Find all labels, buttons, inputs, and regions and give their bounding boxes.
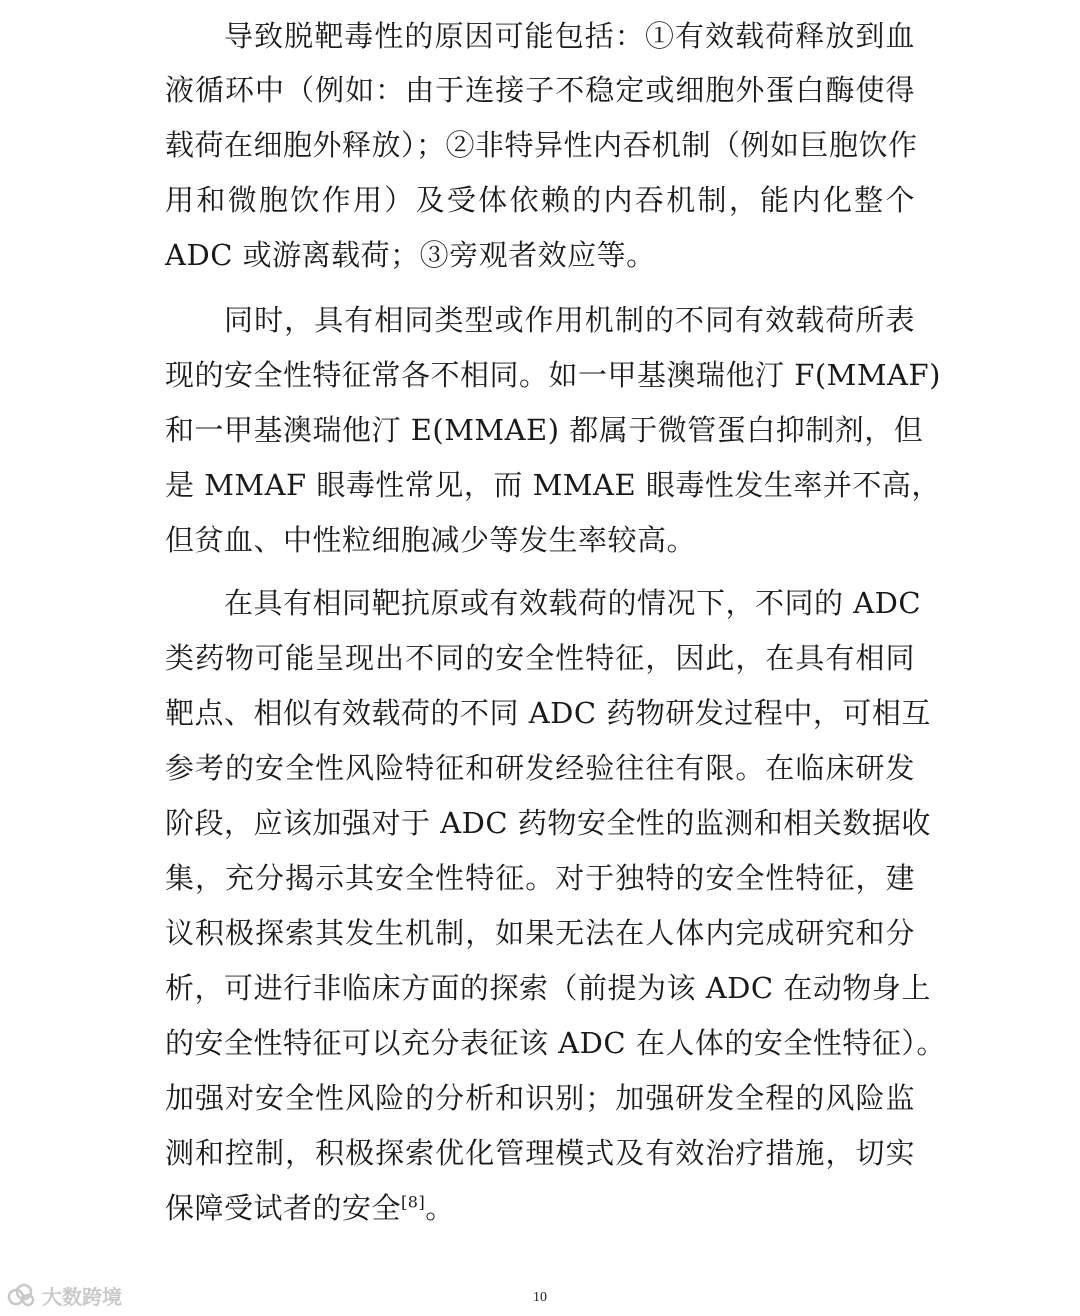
paragraph-1-line-2: 液循环中（例如：由于连接子不稳定或细胞外蛋白酶使得 — [165, 73, 915, 107]
paragraph-3-line-8: 析，可进行非临床方面的探索（前提为该 ADC 在动物身上 — [165, 971, 931, 1005]
paragraph-3-line-5: 阶段，应该加强对于 ADC 药物安全性的监测和相关数据收 — [165, 806, 931, 840]
paragraph-3-line-12-text: 保障受试者的安全 — [165, 1191, 402, 1225]
paragraph-1-line-3: 载荷在细胞外释放）；②非特异性内吞机制（例如巨胞饮作 — [165, 128, 918, 162]
paragraph-3-line-10: 加强对安全性风险的分析和识别；加强研发全程的风险监 — [165, 1081, 915, 1115]
paragraph-2-line-4: 是 MMAF 眼毒性常见，而 MMAE 眼毒性发生率并不高， — [165, 468, 941, 502]
paragraph-1-line-1: 导致脱靶毒性的原因可能包括：①有效载荷释放到血 — [224, 19, 915, 53]
paragraph-3-line-2: 类药物可能呈现出不同的安全性特征，因此，在具有相同 — [165, 641, 915, 675]
end-punctuation: 。 — [425, 1191, 455, 1225]
citation-reference: [8] — [401, 1192, 426, 1212]
paragraph-2-line-3: 和一甲基澳瑞他汀 E(MMAE) 都属于微管蛋白抑制剂，但 — [165, 413, 924, 447]
paragraph-3-line-4: 参考的安全性风险特征和研发经验往往有限。在临床研发 — [165, 751, 915, 785]
watermark-text: 大数跨境 — [42, 1284, 122, 1309]
paragraph-2-line-2: 现的安全性特征常各不相同。如一甲基澳瑞他汀 F(MMAF) — [165, 358, 941, 392]
paragraph-3-line-6: 集，充分揭示其安全性特征。对于独特的安全性特征，建 — [165, 861, 915, 895]
paragraph-2-line-1: 同时，具有相同类型或作用机制的不同有效载荷所表 — [224, 303, 915, 337]
paragraph-3-line-12 — [165, 1183, 915, 1233]
paragraph-3-line-11: 测和控制，积极探索优化管理模式及有效治疗措施，切实 — [165, 1136, 915, 1170]
paragraph-2-line-5: 但贫血、中性粒细胞减少等发生率较高。 — [165, 523, 697, 557]
paragraph-3-line-7: 议积极探索其发生机制，如果无法在人体内完成研究和分 — [165, 916, 915, 950]
paragraph-3-line-9: 的安全性特征可以充分表征该 ADC 在人体的安全性特征）。 — [165, 1026, 946, 1060]
paragraph-3-line-3: 靶点、相似有效载荷的不同 ADC 药物研发过程中，可相互 — [165, 696, 931, 730]
paragraph-1-line-4: 用和微胞饮作用）及受体依赖的内吞机制，能内化整个 — [165, 183, 915, 217]
page-number: 10 — [533, 1290, 547, 1305]
paragraph-1-line-5: ADC 或游离载荷；③旁观者效应等。 — [165, 238, 656, 272]
paragraph-3-line-1: 在具有相同靶抗原或有效载荷的情况下，不同的 ADC — [224, 586, 922, 620]
